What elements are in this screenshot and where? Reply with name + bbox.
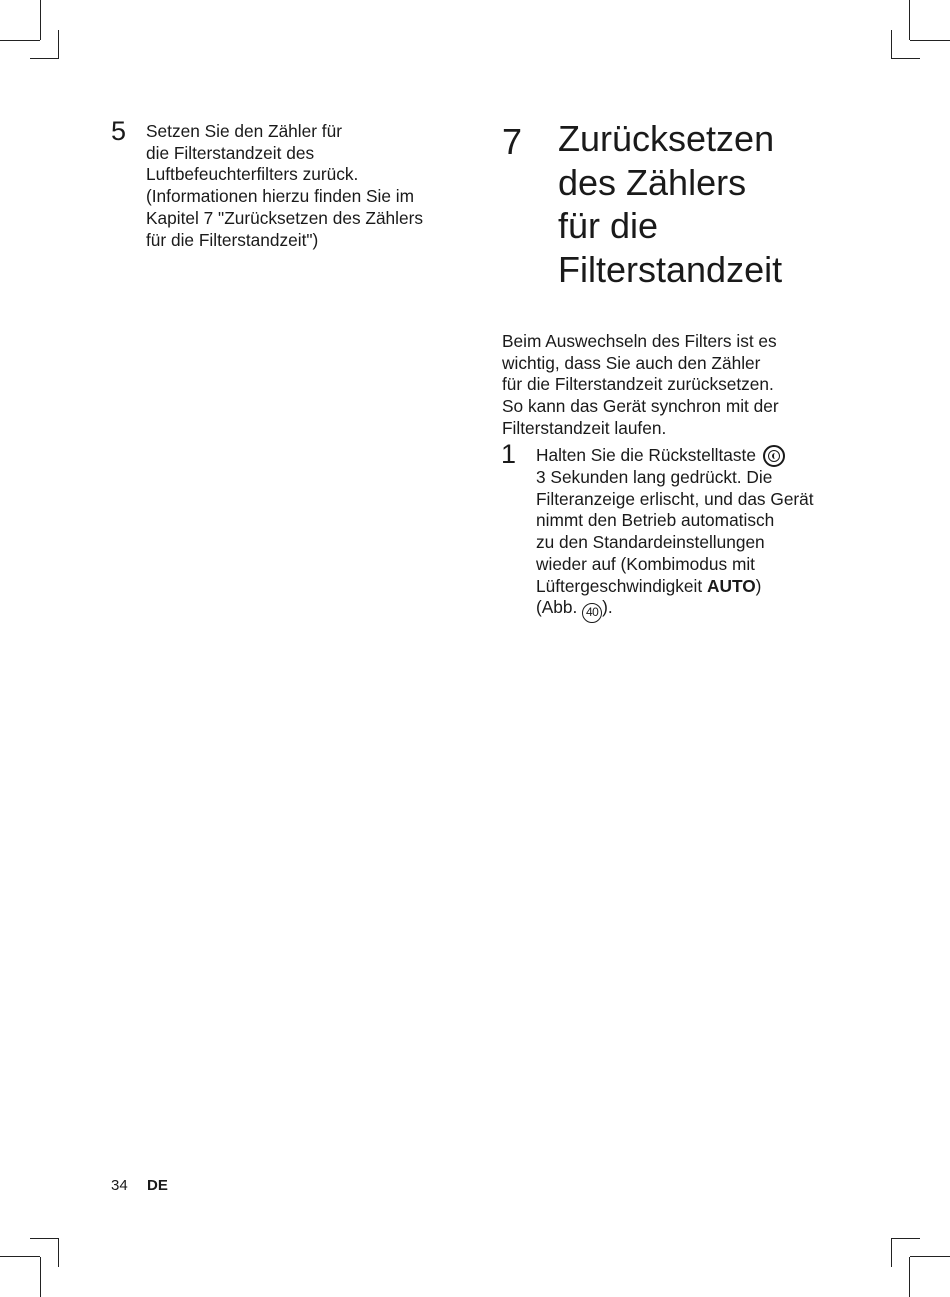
- bold-mode-label: AUTO: [707, 575, 756, 596]
- text-line: nimmt den Betrieb automatisch: [536, 510, 775, 531]
- crop-mark: [910, 1256, 950, 1257]
- crop-mark: [891, 1238, 892, 1267]
- crop-mark: [40, 1257, 41, 1297]
- chapter-title-line: Filterstandzeit: [558, 248, 783, 290]
- figure-reference: 40: [582, 603, 602, 623]
- crop-mark: [910, 40, 950, 41]
- text-fragment: Halten Sie die Rückstelltaste: [536, 445, 756, 465]
- crop-mark: [0, 1256, 40, 1257]
- text-line: So kann das Gerät synchron mit der: [502, 396, 779, 417]
- text-line: Filteranzeige erlischt, und das Gerät: [536, 488, 814, 509]
- crop-mark: [909, 1257, 910, 1297]
- text-line: [536, 576, 846, 598]
- crop-mark: [40, 0, 41, 40]
- text-fragment: ).: [602, 597, 613, 618]
- step-number: 5: [111, 116, 127, 146]
- text-fragment: (Abb.: [536, 597, 578, 618]
- text-line: für die Filterstandzeit"): [146, 229, 319, 250]
- text-line: wieder auf (Kombimodus mit: [536, 553, 755, 574]
- chapter-title-line: Zurücksetzen: [558, 118, 775, 159]
- language-code: DE: [147, 1177, 168, 1194]
- chapter-number: 7: [502, 121, 523, 162]
- crop-mark: [58, 1238, 59, 1267]
- text-fragment: Lüftergeschwindigkeit: [536, 575, 703, 596]
- crop-mark: [30, 58, 58, 59]
- text-line: wichtig, dass Sie auch den Zähler: [502, 352, 761, 373]
- chapter-title-line: für die: [558, 205, 659, 246]
- crop-mark: [892, 1238, 920, 1239]
- text-line: zu den Standardeinstellungen: [536, 532, 765, 553]
- step-number: 1: [501, 439, 517, 469]
- text-line: Setzen Sie den Zähler für: [146, 121, 342, 141]
- text-line: (Informationen hierzu finden Sie im: [146, 186, 414, 207]
- text-line: für die Filterstandzeit zurücksetzen.: [502, 374, 774, 395]
- crop-mark: [0, 40, 40, 41]
- text-line: Luftbefeuchterfilters zurück.: [146, 164, 359, 185]
- text-fragment: ): [755, 575, 762, 596]
- chapter-title-line: des Zählers: [558, 161, 747, 203]
- crop-mark: [909, 0, 910, 40]
- text-line: Beim Auswechseln des Filters ist es: [502, 331, 777, 351]
- text-line: 3 Sekunden lang gedrückt. Die: [536, 467, 773, 487]
- crop-mark: [30, 1238, 58, 1239]
- crop-mark: [58, 30, 59, 59]
- step-1-text: [536, 445, 846, 623]
- text-line: [536, 597, 846, 623]
- step-5-text: [146, 121, 456, 251]
- page-number: 34: [111, 1177, 128, 1194]
- text-line: die Filterstandzeit des: [146, 142, 315, 163]
- crop-mark: [891, 30, 892, 59]
- intro-paragraph: [502, 331, 832, 440]
- text-line: Kapitel 7 "Zurücksetzen des Zählers: [146, 207, 424, 228]
- chapter-title: [558, 117, 878, 291]
- crop-mark: [892, 58, 920, 59]
- text-line: [536, 445, 846, 467]
- text-line: Filterstandzeit laufen.: [502, 417, 667, 438]
- reset-button-icon: [763, 445, 785, 467]
